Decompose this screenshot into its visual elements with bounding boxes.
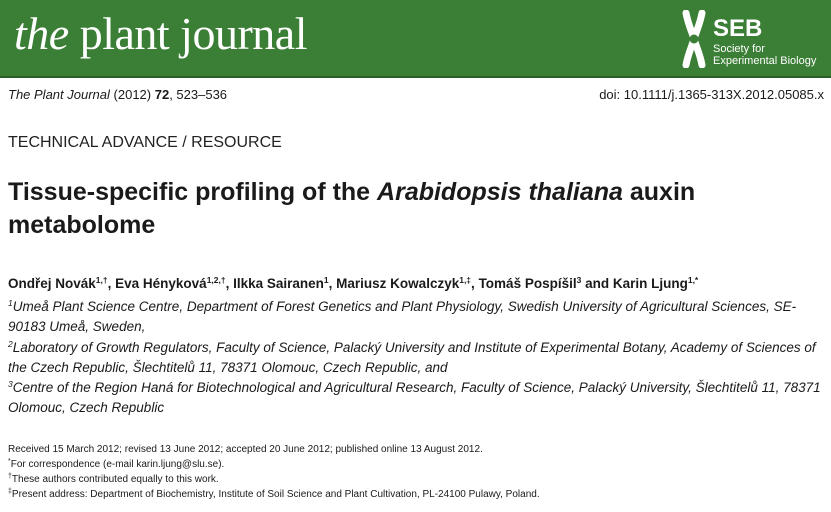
citation-journal: The Plant Journal xyxy=(8,87,110,102)
seb-logo xyxy=(679,10,827,70)
seb-name-line-1: Society for xyxy=(713,43,765,55)
author-list: Ondřej Novák$^{1,\dagger}$, Eva Hényková$^{1,2,\dagger}$, Ilkka Sairanen$^1$, Mariusz Kowalczyk$^{1,\ddagger}$, Tomáš Pospíšil$^3$ and Karin Ljung$^{1,*}$ xyxy=(8,275,699,291)
seb-abbreviation: SEB xyxy=(713,15,763,42)
article-footnotes xyxy=(8,442,823,502)
affiliation: $^2$Laboratory of Growth Regulators, Faculty of Science, Palacký University and Institute of Experimental Botany, Academy of Sciences of the Czech Republic, Šlechtitelů 11, 78371 Olomouc, Czech Republic, and xyxy=(8,339,816,375)
doi: doi: 10.1111/j.1365-313X.2012.05085.x xyxy=(599,87,824,102)
equal-contribution-note: †These authors contributed equally to this work. xyxy=(8,473,219,485)
citation-year: (2012) xyxy=(113,87,152,102)
affiliation: $^1$Umeå Plant Science Centre, Department of Forest Genetics and Plant Physiology, Swedish University of Agricultural Sciences, SE-90183 Umeå, Sweden, xyxy=(8,298,797,334)
journal-header-banner xyxy=(0,0,831,78)
author: Karin Ljung$^{1,*}$ xyxy=(612,275,699,291)
author: Eva Hényková$^{1,2,\dagger}$ xyxy=(115,275,226,291)
present-address-note: ‡Present address: Department of Biochemistry, Institute of Soil Science and Plant Cultivation, PL-24100 Pulawy, Poland. xyxy=(8,488,540,500)
author: Tomáš Pospíšil$^3$ xyxy=(478,275,582,291)
citation xyxy=(8,86,227,104)
article-title: Tissue-specific profiling of the Arabidopsis thaliana auxin metabolome xyxy=(8,178,696,239)
chromosome-icon xyxy=(679,10,709,68)
citation-pages: , 523–536 xyxy=(169,87,228,102)
received-dates: Received 15 March 2012; revised 13 June 2012; accepted 20 June 2012; published online 13 August 2012. xyxy=(8,444,483,455)
article-section-label: TECHNICAL ADVANCE / RESOURCE xyxy=(8,134,282,151)
correspondence-note: *For correspondence (e-mail karin.ljung@slu.se). xyxy=(8,458,225,470)
author: Ondřej Novák$^{1,\dagger}$ xyxy=(8,275,108,291)
journal-logo: the plant journal xyxy=(14,8,307,59)
citation-volume: 72 xyxy=(154,87,170,102)
affiliation: $^3$Centre of the Region Haná for Biotechnological and Agricultural Research, Faculty of Science, Palacký University, Šlechtitelů 11, 78371 Olomouc, Czech Republic xyxy=(8,379,821,415)
author: Ilkka Sairanen$^1$ xyxy=(233,275,329,291)
author: Mariusz Kowalczyk$^{1,\ddagger}$ xyxy=(336,275,472,291)
seb-name-line-2: Experimental Biology xyxy=(713,55,817,67)
